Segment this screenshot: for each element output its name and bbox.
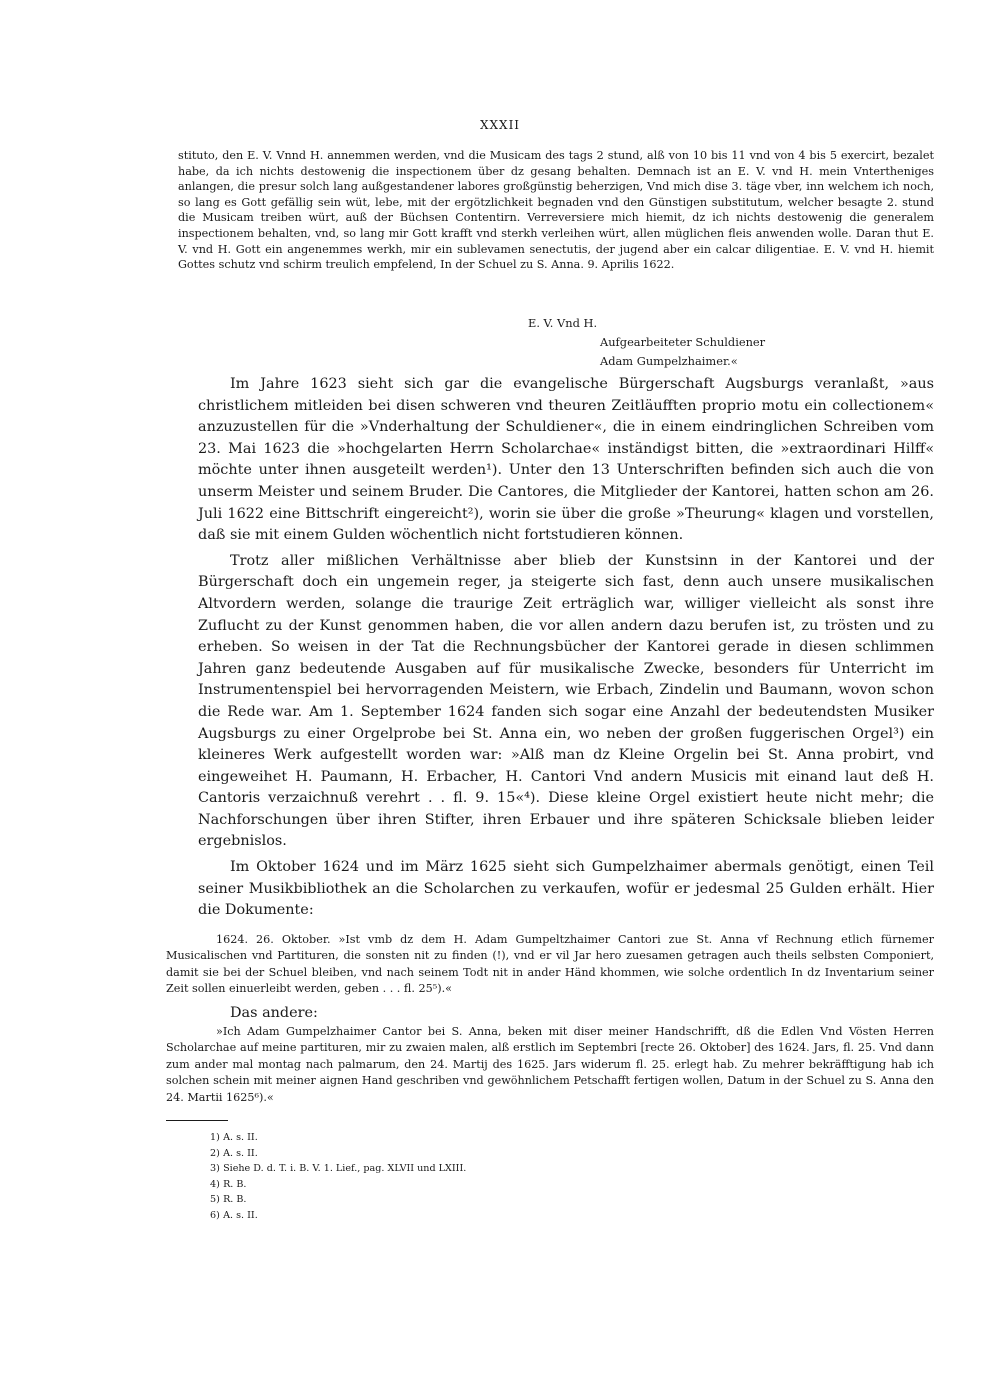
footnote-text: R. B. [223, 1194, 247, 1206]
page-number: XXXII [479, 118, 521, 132]
letter-closing-title: Aufgearbeiteter Schuldiener [600, 335, 766, 349]
footnote [210, 1192, 466, 1208]
footnote [210, 1146, 466, 1162]
footnote-number: 4) [210, 1178, 220, 1190]
footnote-text: A. s. II. [223, 1209, 258, 1221]
footnote [210, 1161, 466, 1177]
document-quotation-2: »Ich Adam Gumpelzhaimer Cantor bei S. Anna, beken mit diser meiner Handschrifft, dß die Edlen Vnd Vösten Herren Scholarchae auf meine partituren, mir zu zwaien malen, alß erstlich im Septembri [recte 26. Oktober] des 1624. Jars, fl. 25. Vnd dann zum ander mal montag nach palmarum, den 24. Martij des 1625. Jars widerum fl. 25. erlegt hab. Zu mehrer bekräfftigung hab ich solchen schein mit meiner aignen Hand geschriben vnd gewöhnlichem Petschafft fertigen wollen, Datum in der Schuel zu S. Anna den 24. Martii 1625⁶).« [166, 1025, 934, 1104]
document-quotation-1: 1624. 26. Oktober. »Ist vmb dz dem H. Adam Gumpeltzhaimer Cantori zue St. Anna vf Rechnung etlich fürnemer Musicalischen vnd Partituren, die sonsten nit zu finden (!), vnd er vil Jar hero zuesamen getragen auch theils selbsten Componiert, damit sie bei der Schuel bleiben, vnd nach seinem Todt nit in ander Händ khommen, wie solche ordentlich In dz Inventarium seiner Zeit sollen einuerleibt werden, geben . . . fl. 25⁵).« [166, 933, 934, 996]
footnote-text: A. s. II. [223, 1147, 258, 1159]
footnote-number: 3) [210, 1163, 220, 1175]
footnote-number: 5) [210, 1194, 220, 1206]
footnote-number: 1) [210, 1132, 220, 1143]
footnote-divider [166, 1120, 228, 1121]
footnote [210, 1177, 466, 1193]
letter-quotation [178, 148, 934, 273]
document-intro: Das andere: [230, 1005, 318, 1021]
footnotes-list [210, 1130, 466, 1224]
footnote-number: 6) [210, 1209, 220, 1221]
footnote-text: R. B. [223, 1178, 247, 1190]
paragraph: Im Jahre 1623 sieht sich gar die evangelische Bürgerschaft Augsburgs veranlaßt, »aus christlichem mitleiden bei disen schweren vnd theuren Zeitläufften proprio motu ein collectionem« anzuzustellen für die »Vnderhaltung der Schuldiener«, die in einem eindringlichen Schreiben vom 23. Mai 1623 die »hochgelarten Herrn Scholarchae« inständigst bitten, die »extraordinari Hilff« möchte unter ihnen ausgeteilt werden¹). Unter den 13 Unterschriften befinden sich auch die von unserm Meister und seinem Bruder. Die Cantores, die Mitglieder der Kantorei, hatten schon am 26. Juli 1622 eine Bittschrift eingereicht²), worin sie über die große »Theurung« klagen und vorstellen, daß sie mit einem Gulden wöchentlich nicht fortstudieren können. [198, 376, 934, 544]
paragraph: Im Oktober 1624 und im März 1625 sieht sich Gumpelzhaimer abermals genötigt, einen Teil seiner Musikbibliothek an die Scholarchen zu verkaufen, wofür er jedesmal 25 Gulden erhält. Hier die Dokumente: [198, 859, 934, 919]
letter-closing-salutation: E. V. Vnd H. [528, 316, 598, 330]
footnote-text: Siehe D. d. T. i. B. V. 1. Lief., pag. XLVII und LXIII. [223, 1163, 467, 1175]
main-body-text [198, 374, 934, 922]
footnote-text: A. s. II. [223, 1132, 258, 1143]
footnote-number: 2) [210, 1147, 220, 1159]
letter-signature: Adam Gumpelzhaimer.« [600, 354, 738, 368]
paragraph: Trotz aller mißlichen Verhältnisse aber blieb der Kunstsinn in der Kantorei und der Bürgerschaft doch ein ungemein reger, ja steigerte sich fast, denn auch unsere musikalischen Altvordern werden, solange die traurige Zeit erträglich war, williger vielleicht als sonst ihre Zuflucht zu der Kunst genommen haben, die vor allen andern dazu berufen ist, zu trösten und zu erheben. So weisen in der Tat die Rechnungsbücher der Kantorei gerade in diesen schlimmen Jahren ganz bedeutende Ausgaben auf für musikalische Zwecke, besonders für Unterricht im Instrumentenspiel bei hervorragenden Meistern, wie Erbach, Zindelin und Baumann, wovon schon die Rede war. Am 1. September 1624 fanden sich sogar eine Anzahl der bedeutendsten Musiker Augsburgs zu einer Orgelprobe bei St. Anna ein, wo neben der großen fuggerischen Orgel³) ein kleineres Werk aufgestellt worden war: »Alß man dz Kleine Orgelin bei St. Anna probirt, vnd eingeweihet H. Paumann, H. Erbacher, H. Cantori Vnd andern Musicis mit einand laut deß H. Cantoris verzaichnuß verehrt . . fl. 9. 15«⁴). Diese kleine Orgel existiert heute nicht mehr; die Nachforschungen über ihren Stifter, ihren Erbauer und ihre späteren Schicksale blieben leider ergebnislos. [198, 552, 934, 850]
footnote [210, 1130, 466, 1146]
letter-text: stituto, den E. V. Vnnd H. annemmen werden, vnd die Musicam des tags 2 stund, alß von 10 bis 11 vnd von 4 bis 5 exercirt, bezalet habe, da ich nichts destowenig die inspectionem über dz gesang behalten. Demnach ist an E. V. vnd H. mein Vntertheniges anlangen, die presur solch lang außgestandener labores großgünstig beherzigen, Vnd mich dise 3. täge vber, inn welchem ich noch, so lang es Gott gefällig sein wüt, lebe, mit der ergötzlichkeit begnaden vnd den Günstigen substitutum, welcher besagte 2. stund die Musicam treiben würt, auß der Büchsen Contentirn. Verreversiere mich hiemit, dz ich nichts destowenig die generalem inspectionem behalten, vnd, so lang mir Gott krafft vnd sterkh verleihen würt, allen müglichen fleis anwenden wolle. Daran thut E. V. vnd H. Gott ein angenemmes werkh, mir ein sublevamen senectutis, der jugend aber ein calcar diligentiae. E. V. vnd H. hiemit Gottes schutz vnd schirm treulich empfelend, In der Schuel zu S. Anna. 9. Aprilis 1622. [178, 149, 934, 272]
footnote [210, 1208, 466, 1224]
